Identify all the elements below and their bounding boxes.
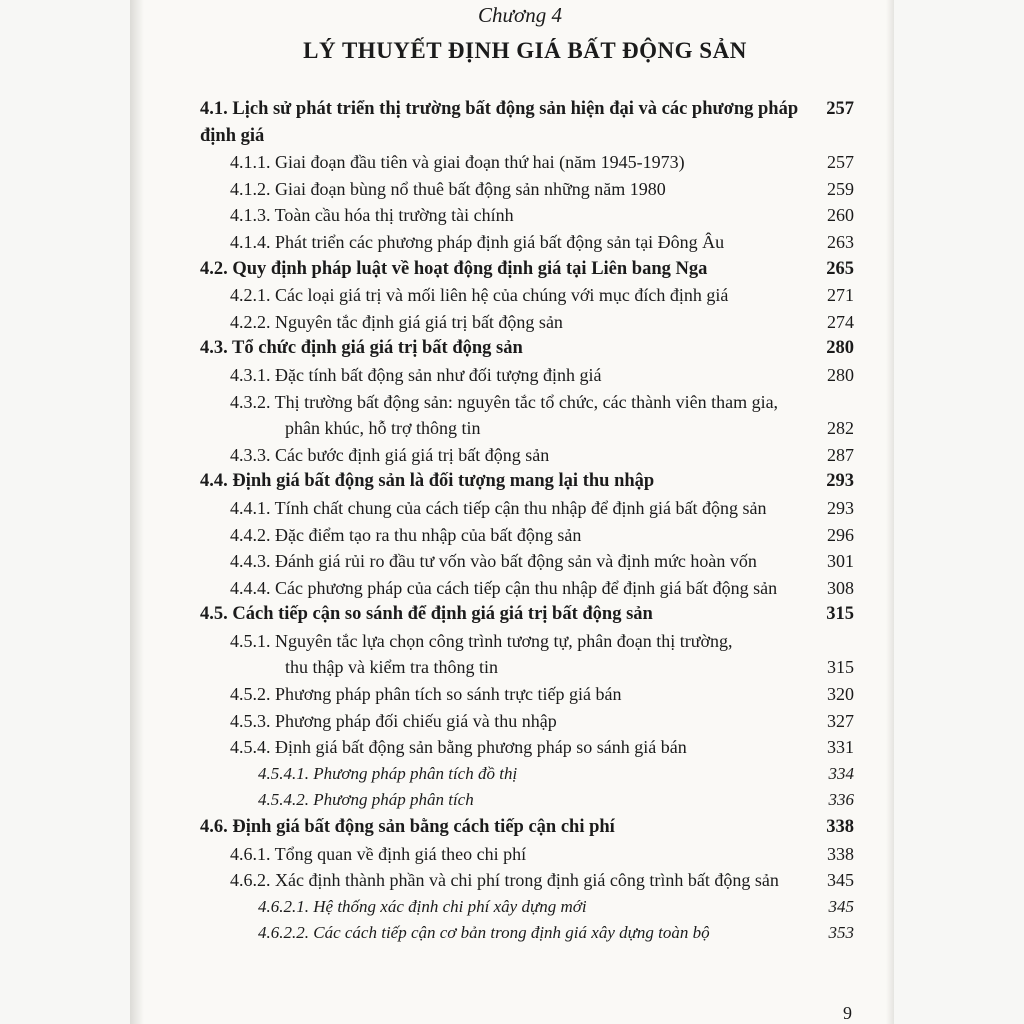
- toc-entry: [130, 335, 894, 362]
- toc-entry-page: 282: [827, 418, 854, 439]
- toc-entry-page: 287: [827, 444, 854, 465]
- toc-entry: [130, 654, 894, 681]
- toc-entry-page: 353: [828, 923, 854, 943]
- toc-entry: [130, 229, 894, 256]
- toc-entry-title: 4.5.4.2. Phương pháp phân tích: [258, 790, 474, 810]
- toc-entry-title: 4.3. Tổ chức định giá giá trị bất động sản: [200, 338, 523, 359]
- toc-entry-title: định giá: [200, 125, 265, 146]
- toc-entry-page: 338: [826, 817, 854, 838]
- toc-entry-title: 4.1.4. Phát triển các phương pháp định giá bất động sản tại Đông Âu: [230, 231, 725, 252]
- toc-entry: [130, 495, 894, 522]
- toc-entry-page: 260: [827, 205, 854, 226]
- toc-entry-title: 4.4. Định giá bất động sản là đối tượng mang lại thu nhập: [200, 471, 655, 492]
- toc-entry-page: 271: [827, 285, 854, 306]
- toc-entry-title: thu thập và kiểm tra thông tin: [285, 657, 498, 678]
- toc-entry-page: 259: [827, 178, 854, 199]
- toc-entry-title: 4.5.4. Định giá bất động sản bằng phương pháp so sánh giá bán: [230, 737, 687, 758]
- toc-entry-title: 4.4.2. Đặc điểm tạo ra thu nhập của bất động sản: [230, 524, 582, 545]
- toc-entry-page: 296: [827, 524, 854, 545]
- toc-entry-title: 4.2. Quy định pháp luật về hoạt động định giá tại Liên bang Nga: [200, 258, 708, 279]
- toc-entry-page: 274: [827, 311, 854, 332]
- toc-entry-title: 4.2.1. Các loại giá trị và mối liên hệ của chúng với mục đích định giá: [230, 285, 729, 306]
- toc-entry-page: 280: [826, 338, 854, 359]
- toc-entry-title: 4.6.2.1. Hệ thống xác định chi phí xây dựng mới: [258, 896, 587, 916]
- toc-entry-page: 331: [827, 737, 854, 758]
- toc-entry: [130, 681, 894, 708]
- toc-entry-page: 345: [827, 870, 854, 891]
- toc-entry-title: 4.5.3. Phương pháp đối chiếu giá và thu nhập: [230, 710, 557, 731]
- toc-entry: [130, 256, 894, 283]
- toc-entry: [130, 442, 894, 469]
- toc-entry-title: 4.3.1. Đặc tính bất động sản như đối tượng định giá: [230, 364, 602, 385]
- toc-entry-page: 263: [827, 231, 854, 252]
- toc-entry-page: 336: [828, 790, 854, 810]
- toc-entry: [130, 814, 894, 841]
- toc-entry-title: 4.5.4.1. Phương pháp phân tích đồ thị: [258, 763, 518, 783]
- toc-entry: [130, 894, 894, 921]
- table-of-contents: [130, 96, 894, 947]
- toc-entry-title: 4.3.2. Thị trường bất động sản: nguyên tắc tổ chức, các thành viên tham gia,: [230, 391, 779, 412]
- toc-entry-page: 301: [827, 551, 854, 572]
- toc-entry-title: 4.5.1. Nguyên tắc lựa chọn công trình tương tự, phân đoạn thị trường,: [230, 630, 733, 651]
- toc-entry-page: 280: [827, 364, 854, 385]
- toc-entry: [130, 575, 894, 602]
- toc-entry-page: 315: [826, 604, 854, 625]
- toc-entry: [130, 628, 894, 655]
- toc-entry: [130, 522, 894, 549]
- toc-entry-title: 4.4.4. Các phương pháp của cách tiếp cận thu nhập để định giá bất động sản: [230, 577, 778, 598]
- toc-entry: [130, 123, 894, 150]
- toc-entry: [130, 282, 894, 309]
- chapter-title: LÝ THUYẾT ĐỊNH GIÁ BẤT ĐỘNG SẢN: [303, 38, 747, 63]
- toc-entry: [130, 920, 894, 947]
- toc-entry-page: 345: [828, 896, 854, 916]
- toc-entry-page: 293: [826, 471, 854, 492]
- toc-entry-page: 320: [827, 684, 854, 705]
- toc-entry: [130, 362, 894, 389]
- toc-entry-title: 4.1.3. Toàn cầu hóa thị trường tài chính: [230, 205, 514, 226]
- toc-entry: [130, 601, 894, 628]
- toc-entry: [130, 734, 894, 761]
- toc-entry: [130, 468, 894, 495]
- toc-entry-title: 4.6.2. Xác định thành phần và chi phí trong định giá công trình bất động sản: [230, 870, 779, 891]
- toc-entry: [130, 761, 894, 788]
- toc-entry-page: 293: [827, 497, 854, 518]
- toc-entry: [130, 96, 894, 123]
- toc-entry-title: 4.6.2.2. Các cách tiếp cận cơ bản trong định giá xây dựng toàn bộ: [258, 923, 710, 943]
- toc-entry-title: 4.4.1. Tính chất chung của cách tiếp cận thu nhập để định giá bất động sản: [230, 497, 767, 518]
- toc-entry-page: 338: [827, 843, 854, 864]
- toc-entry-title: 4.1.2. Giai đoạn bùng nổ thuê bất động sản những năm 1980: [230, 178, 666, 199]
- toc-entry-title: 4.1. Lịch sử phát triển thị trường bất động sản hiện đại và các phương pháp: [200, 99, 799, 119]
- toc-entry: [130, 176, 894, 203]
- toc-entry-page: 257: [827, 152, 854, 173]
- toc-entry: [130, 548, 894, 575]
- toc-entry: [130, 309, 894, 336]
- toc-entry-title: 4.6.1. Tổng quan về định giá theo chi phí: [230, 843, 527, 864]
- toc-entry-title: 4.1.1. Giai đoạn đầu tiên và giai đoạn thứ hai (năm 1945-1973): [230, 152, 685, 173]
- toc-entry-title: 4.3.3. Các bước định giá giá trị bất động sản: [230, 444, 550, 465]
- toc-entry-page: 257: [826, 99, 854, 119]
- toc-entry: [130, 415, 894, 442]
- toc-entry: [130, 708, 894, 735]
- toc-entry: [130, 867, 894, 894]
- toc-entry-title: 4.5. Cách tiếp cận so sánh để định giá giá trị bất động sản: [200, 604, 653, 625]
- page-number: 9: [843, 1003, 852, 1023]
- toc-entry-title: 4.6. Định giá bất động sản bằng cách tiếp cận chi phí: [200, 817, 615, 838]
- toc-entry-title: phân khúc, hỗ trợ thông tin: [285, 418, 481, 439]
- toc-entry-title: 4.4.3. Đánh giá rủi ro đầu tư vốn vào bất động sản và định mức hoàn vốn: [230, 551, 757, 572]
- toc-entry-page: 327: [827, 710, 854, 731]
- toc-entry-page: 265: [826, 258, 854, 279]
- toc-entry-title: 4.2.2. Nguyên tắc định giá giá trị bất động sản: [230, 311, 563, 332]
- toc-entry-page: 308: [827, 577, 854, 598]
- toc-entry: [130, 787, 894, 814]
- toc-entry: [130, 389, 894, 416]
- toc-entry-page: 334: [828, 763, 854, 783]
- toc-entry: [130, 841, 894, 868]
- chapter-heading: Chương 4: [478, 3, 562, 27]
- toc-entry-title: 4.5.2. Phương pháp phân tích so sánh trực tiếp giá bán: [230, 684, 622, 705]
- book-page: [130, 0, 894, 1024]
- toc-entry-page: 315: [827, 657, 854, 678]
- toc-entry: [130, 202, 894, 229]
- toc-entry: [130, 149, 894, 176]
